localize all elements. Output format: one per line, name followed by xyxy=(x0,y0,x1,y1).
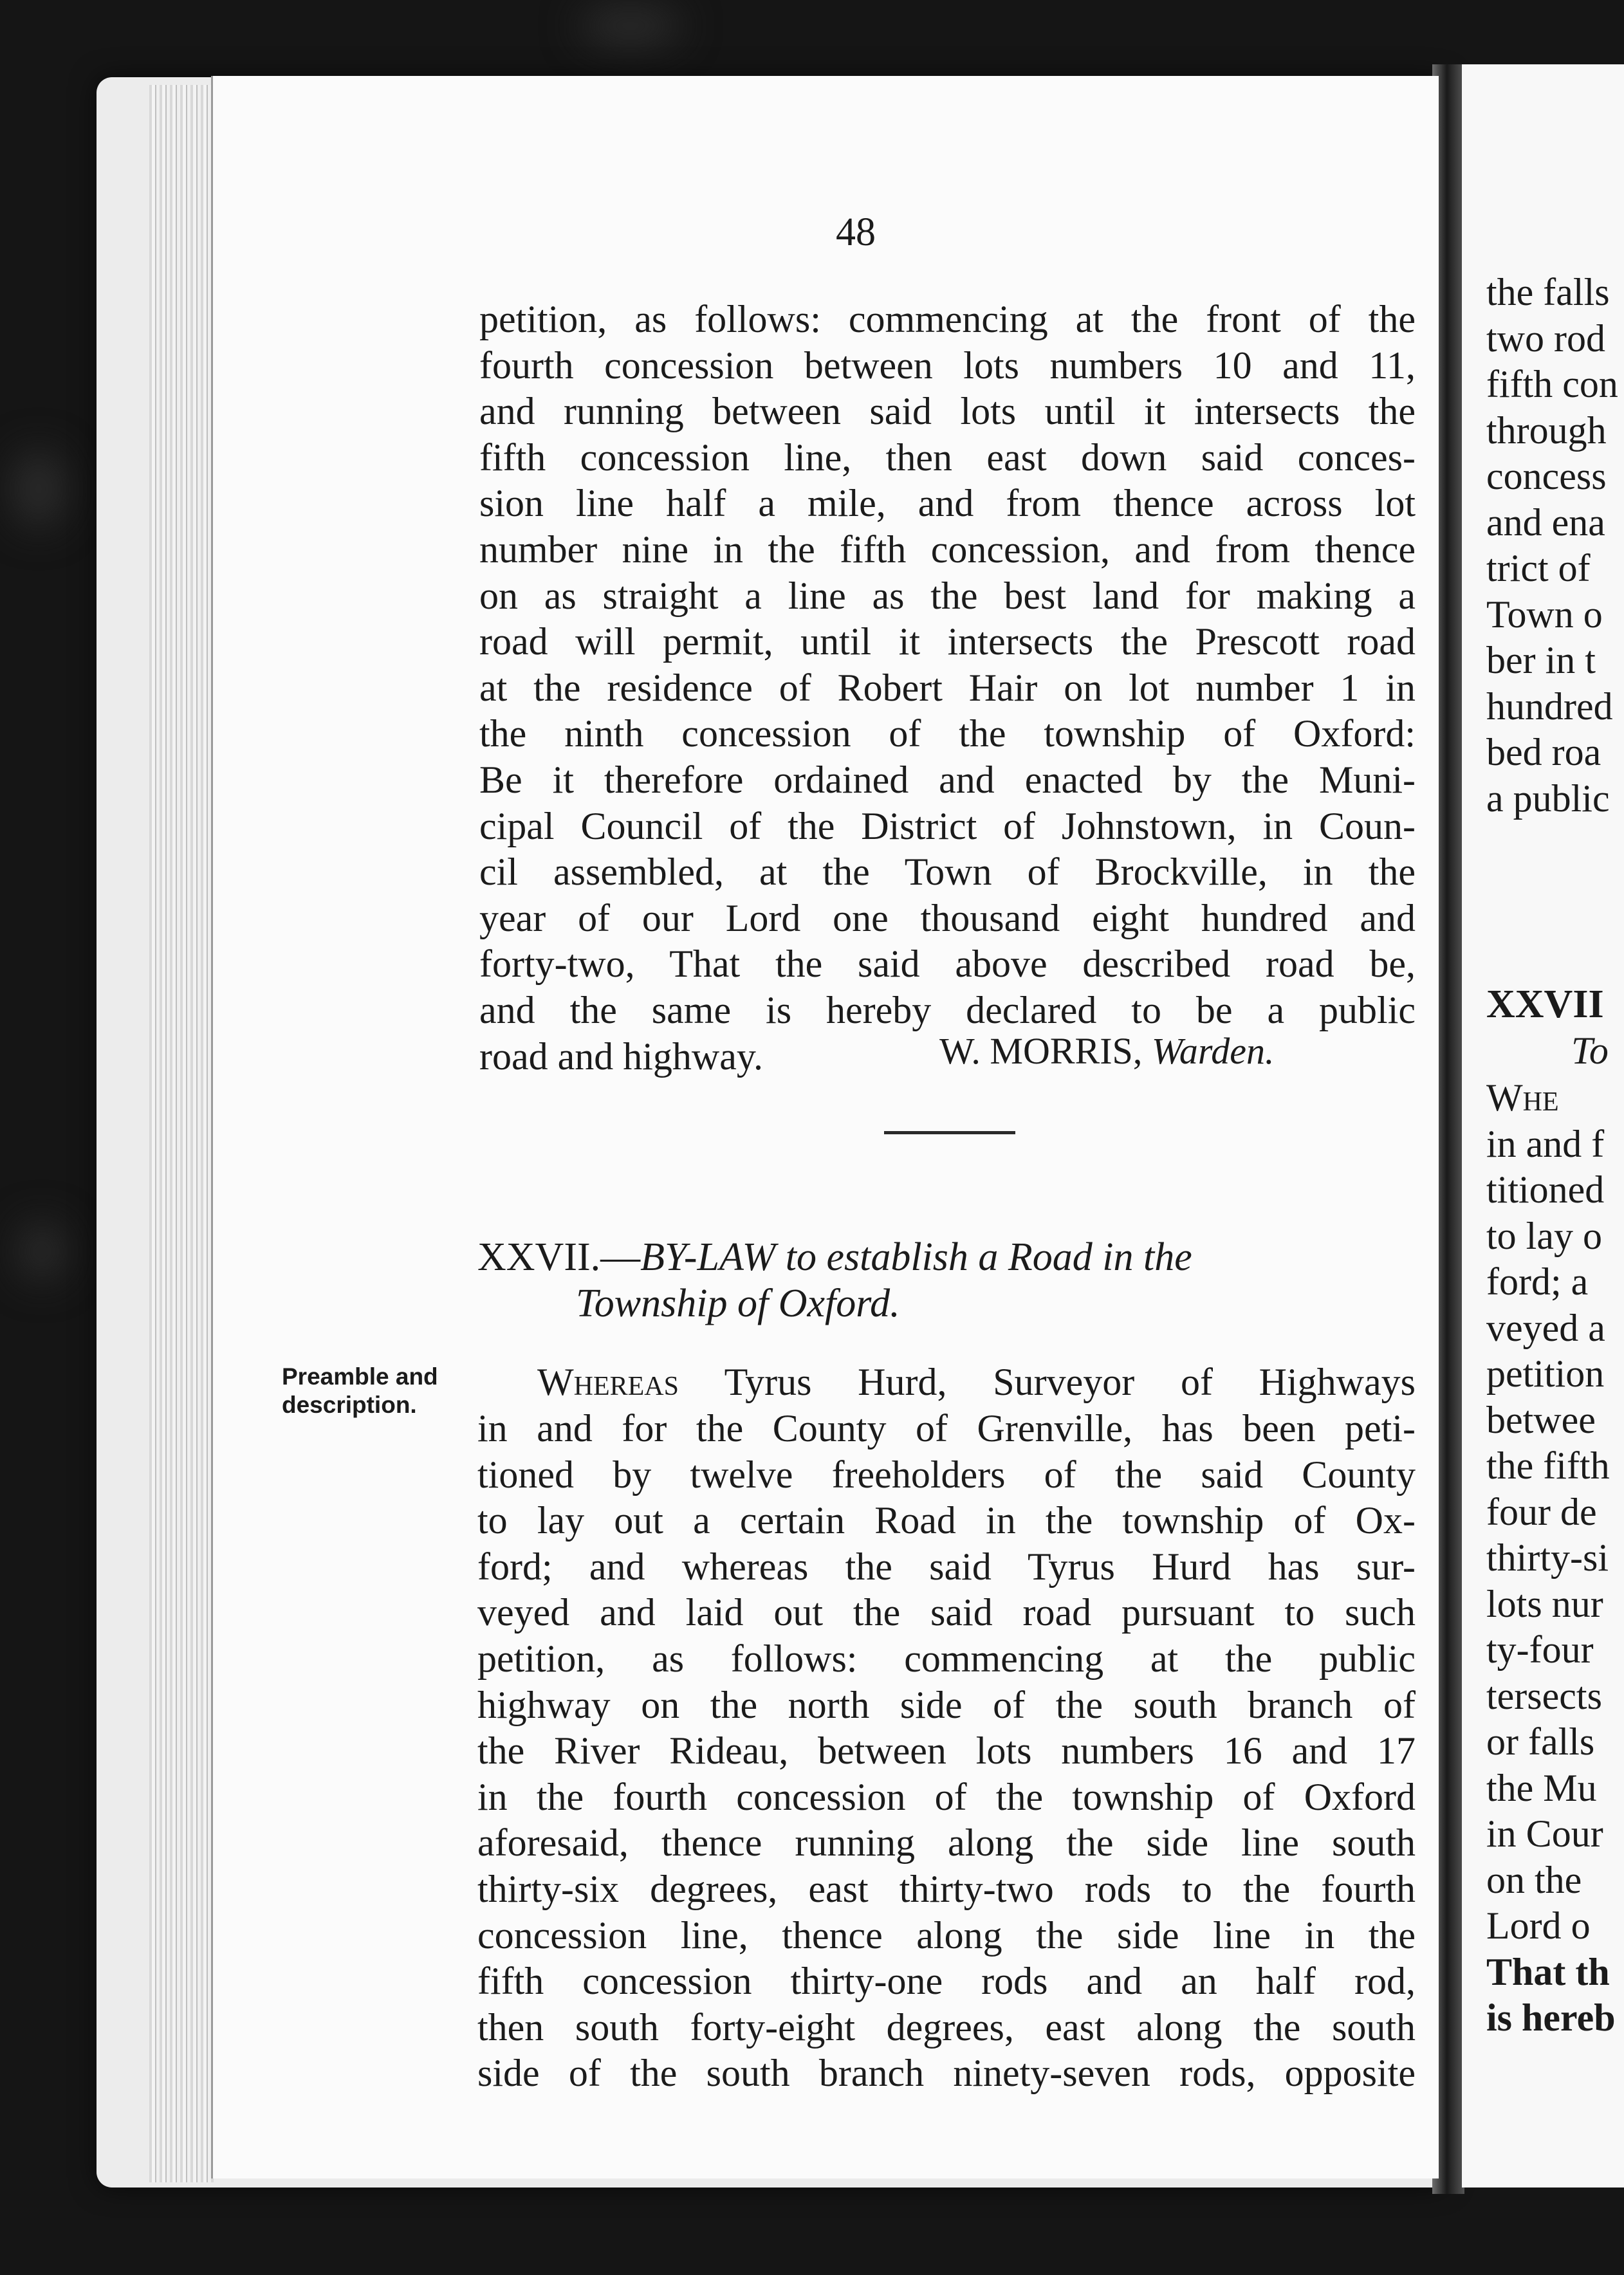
text-line: fourth concession between lots numbers 10 and 11, xyxy=(479,344,1416,387)
text-line: titioned xyxy=(1486,1168,1605,1211)
page-leaf-edges xyxy=(149,85,214,2182)
text-line: four de xyxy=(1486,1490,1597,1533)
text-line: on as straight a line as the best land for making a xyxy=(479,574,1416,617)
bylaw-title-line2: Township of Oxford. xyxy=(576,1282,900,1325)
text-line: the River Rideau, between lots numbers 16 and 17 xyxy=(477,1729,1416,1773)
text-line: then south forty-eight degrees, east along the south xyxy=(477,2005,1416,2049)
bylaw-title-line1: BY-LAW to establish a Road in the xyxy=(640,1235,1192,1279)
text-line: cil assembled, at the Town of Brockville, in the xyxy=(479,851,1416,894)
text-line: the Mu xyxy=(1486,1766,1597,1809)
margin-note-line: Preamble and xyxy=(282,1363,438,1390)
text-line: concess xyxy=(1486,455,1607,497)
text-line: tersects xyxy=(1486,1674,1602,1717)
text-line: betwee xyxy=(1486,1398,1596,1441)
text-line: and the same is hereby declared to be a public xyxy=(479,989,1416,1031)
text-line: in Cour xyxy=(1486,1812,1603,1855)
text-line: in and for the County of Grenville, has been peti- xyxy=(477,1407,1416,1450)
text-line: fifth con xyxy=(1486,363,1618,405)
text-line: number nine in the fifth concession, and from thence xyxy=(479,528,1416,571)
text-line: side of the south branch ninety-seven rods, opposite xyxy=(477,2052,1416,2095)
text-line: fifth concession line, then east down said conces- xyxy=(479,436,1416,479)
text-line: Lord o xyxy=(1486,1904,1591,1947)
text-line: ford; a xyxy=(1486,1260,1589,1303)
text-line: road and highway. xyxy=(479,1035,763,1078)
text-line: a public xyxy=(1486,777,1610,820)
whereas-rest: Tyrus Hurd, Surveyor of Highways xyxy=(678,1361,1416,1403)
text-line: the falls xyxy=(1486,271,1610,313)
text-line: Be it therefore ordained and enacted by the Muni- xyxy=(479,759,1416,801)
margin-note-preamble xyxy=(282,1363,475,1419)
text-line: in the fourth concession of the township of Oxford xyxy=(477,1775,1416,1818)
paragraph-whereas-first-line xyxy=(537,1359,1416,1405)
whereas-word: Whereas xyxy=(537,1361,679,1403)
text-line: is hereb xyxy=(1486,1996,1616,2039)
text-line: cipal Council of the District of Johnstown, in Coun- xyxy=(479,804,1416,847)
right-heading: XXVII xyxy=(1486,982,1604,1026)
page-number: 48 xyxy=(836,210,876,254)
signature-title: Warden. xyxy=(1151,1030,1275,1072)
text-line: on the xyxy=(1486,1858,1582,1901)
right-page xyxy=(1462,64,1624,2188)
text-line: hundred xyxy=(1486,685,1613,728)
signature-name: W. MORRIS, xyxy=(939,1030,1143,1072)
text-line: bed roa xyxy=(1486,731,1601,773)
text-line: the ninth concession of the township of Oxford: xyxy=(479,712,1416,755)
text-line: sion line half a mile, and from thence across lot xyxy=(479,482,1416,525)
text-line: two rod xyxy=(1486,317,1605,360)
text-line: petition, as follows: commencing at the front of the xyxy=(479,298,1416,340)
text-line: tioned by twelve freeholders of the said County xyxy=(477,1453,1416,1496)
text-line: through xyxy=(1486,409,1607,452)
text-line: petition xyxy=(1486,1352,1605,1395)
text-line: and ena xyxy=(1486,501,1605,544)
text-line: ber in t xyxy=(1486,639,1596,681)
bylaw-heading xyxy=(477,1234,1192,1280)
text-line: forty-two, That the said above described road be, xyxy=(479,943,1416,986)
text-line: or falls xyxy=(1486,1720,1595,1763)
margin-note-line: description. xyxy=(282,1392,417,1418)
text-line: That th xyxy=(1486,1950,1610,1993)
text-line: veyed a xyxy=(1486,1306,1605,1349)
text-line: in and f xyxy=(1486,1122,1605,1165)
text-line: at the residence of Robert Hair on lot number 1 in xyxy=(479,666,1416,709)
bylaw-heading-line2 xyxy=(576,1280,900,1327)
text-line: year of our Lord one thousand eight hundred and xyxy=(479,896,1416,939)
section-divider xyxy=(884,1131,1015,1134)
text-line: the fifth xyxy=(1486,1444,1610,1487)
text-line: aforesaid, thence running along the side line south xyxy=(477,1821,1416,1865)
text-line: road will permit, until it intersects the Prescott road xyxy=(479,620,1416,663)
text-line: Whe xyxy=(1486,1076,1559,1119)
text-line: petition, as follows: commencing at the public xyxy=(477,1637,1416,1680)
right-heading-sub: To xyxy=(1571,1029,1609,1072)
text-line: and running between said lots until it intersects the xyxy=(479,390,1416,433)
text-line: fifth concession thirty-one rods and an half rod, xyxy=(477,1960,1416,2003)
text-line: ty-four xyxy=(1486,1628,1594,1671)
text-line: to lay o xyxy=(1486,1214,1602,1257)
bylaw-number: XXVII.— xyxy=(477,1235,641,1279)
warden-signature xyxy=(939,1029,1274,1073)
text-line: highway on the north side of the south branch of xyxy=(477,1683,1416,1726)
text-line: lots nur xyxy=(1486,1582,1603,1625)
text-line: thirty-six degrees, east thirty-two rods to the fourth xyxy=(477,1868,1416,1910)
text-line: ford; and whereas the said Tyrus Hurd has sur- xyxy=(477,1545,1416,1588)
text-line: Town o xyxy=(1486,593,1603,636)
text-line: trict of xyxy=(1486,547,1591,589)
text-line: to lay out a certain Road in the township of Ox- xyxy=(477,1499,1416,1542)
text-line: thirty-si xyxy=(1486,1536,1609,1579)
text-line: concession line, thence along the side line in the xyxy=(477,1913,1416,1957)
text-line: veyed and laid out the said road pursuant to such xyxy=(477,1591,1416,1634)
